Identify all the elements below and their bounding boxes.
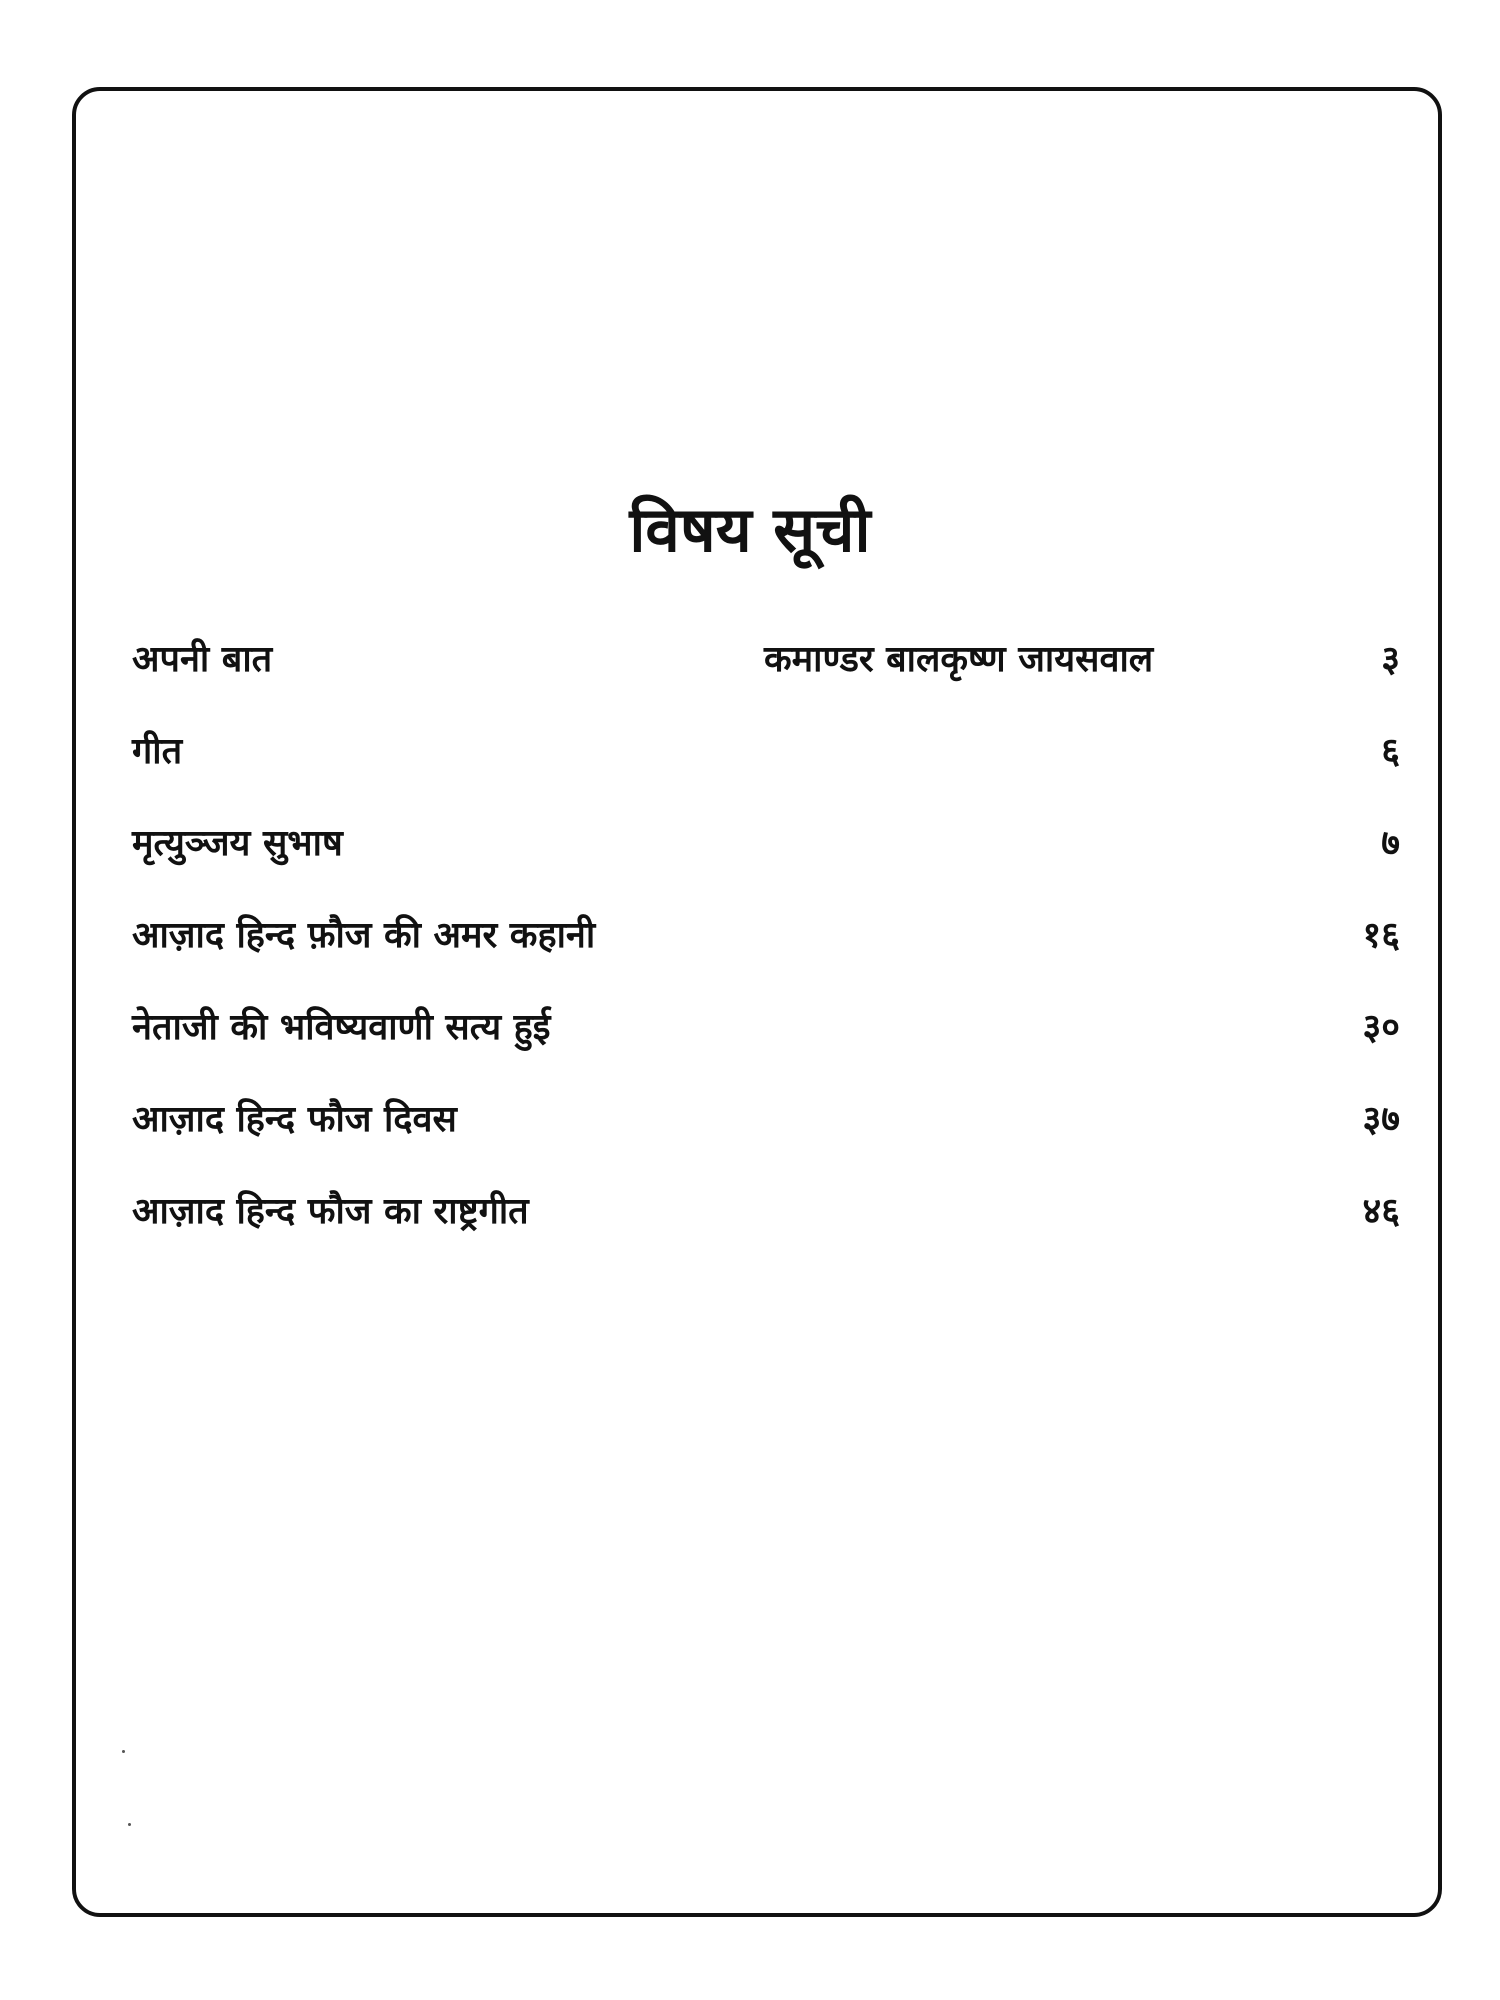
toc-entry <box>132 812 1400 904</box>
toc-entry-page: ३० <box>1362 1007 1400 1048</box>
toc-entry-page: १६ <box>1362 915 1400 956</box>
toc-entry <box>132 996 1400 1088</box>
toc-entry-title: मृत्युञ्जय सुभाष <box>132 823 343 864</box>
toc-entry-title: गीत <box>132 731 183 772</box>
scan-speck <box>128 1823 131 1826</box>
toc-entry <box>132 1088 1400 1180</box>
toc-entry <box>132 1180 1400 1272</box>
toc-entry-title: आज़ाद हिन्द फौज का राष्ट्रगीत <box>132 1191 529 1232</box>
toc-entry-title: आज़ाद हिन्द फ़ौज की अमर कहानी <box>132 915 596 956</box>
toc-entry <box>132 720 1400 812</box>
toc-list <box>132 628 1400 1272</box>
toc-entry-page: ३७ <box>1362 1099 1400 1140</box>
toc-entry-author: कमाण्डर बालकृष्ण जायसवाल <box>764 639 1154 680</box>
toc-entry-title: नेताजी की भविष्यवाणी सत्य हुई <box>132 1007 551 1048</box>
page-title: विषय सूची <box>629 493 871 566</box>
toc-entry-title: अपनी बात <box>132 639 273 680</box>
scan-speck <box>122 1750 125 1753</box>
toc-entry-page: ३ <box>1381 639 1400 680</box>
toc-entry-page: ७ <box>1381 823 1400 864</box>
toc-entry-page: ६ <box>1381 731 1400 772</box>
toc-entry <box>132 904 1400 996</box>
toc-entry-page: ४६ <box>1362 1191 1400 1232</box>
toc-entry <box>132 628 1400 720</box>
toc-entry-title: आज़ाद हिन्द फौज दिवस <box>132 1099 457 1140</box>
